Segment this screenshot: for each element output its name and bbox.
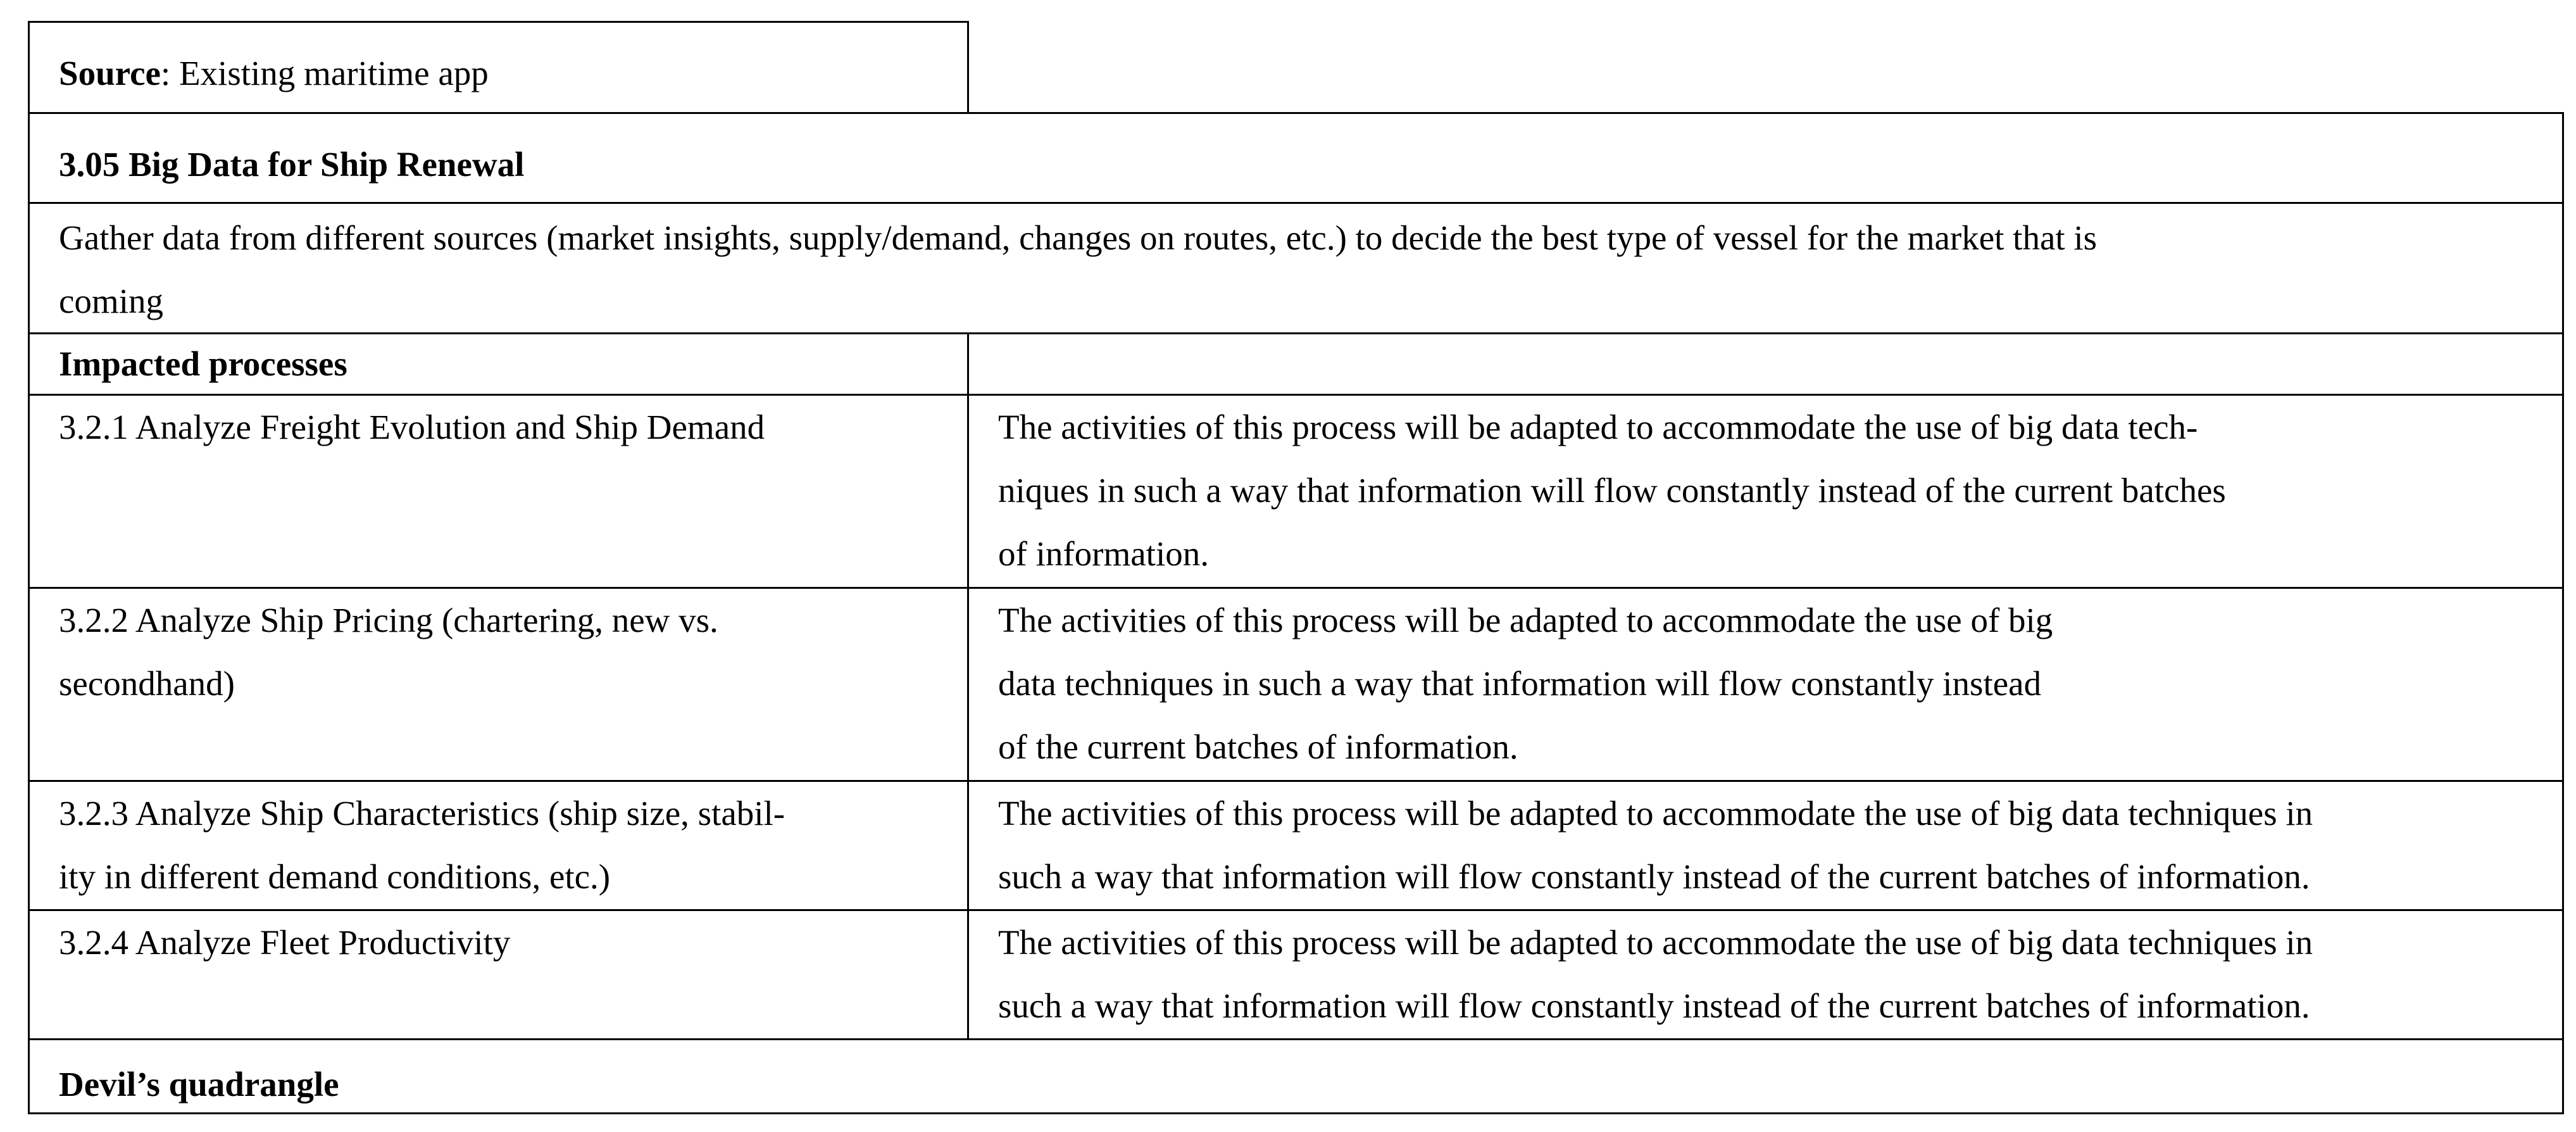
- process-name-2-line-2: secondhand): [59, 664, 235, 703]
- footer-title: Devil’s quadrangle: [59, 1065, 339, 1104]
- process-name-3-line-1: 3.2.3 Analyze Ship Characteristics (ship size, stabil-: [59, 794, 785, 833]
- description-line-1: Gather data from different sources (market insights, supply/demand, changes on routes, etc.) to decide the best type of vessel for the market that is: [59, 218, 2098, 257]
- process-cell-1: [28, 394, 969, 589]
- process-name-1: 3.2.1 Analyze Freight Evolution and Ship Demand: [59, 408, 765, 446]
- impact-cell-3: [967, 780, 2564, 911]
- impact-3-line-1: The activities of this process will be adapted to accommodate the use of big data techniques in: [998, 794, 2313, 833]
- impact-4-line-1: The activities of this process will be adapted to accommodate the use of big data techniques in: [998, 923, 2313, 962]
- description-line-2: coming: [59, 282, 163, 320]
- impact-1-line-3: of information.: [998, 534, 1209, 573]
- process-cell-2: [28, 587, 969, 782]
- impact-cell-4: [967, 909, 2564, 1040]
- process-cell-3: [28, 780, 969, 911]
- impact-2-line-2: data techniques in such a way that information will flow constantly instead: [998, 664, 2042, 703]
- process-name-2-line-1: 3.2.2 Analyze Ship Pricing (chartering, new vs.: [59, 601, 718, 639]
- footer-cell: [28, 1038, 2564, 1114]
- impact-2-line-1: The activities of this process will be adapted to accommodate the use of big: [998, 601, 2053, 639]
- impact-cell-1: [967, 394, 2564, 589]
- source-label: Source: [59, 54, 161, 92]
- source-cell: [28, 21, 969, 114]
- section-title: 3.05 Big Data for Ship Renewal: [59, 145, 525, 184]
- impact-1-line-1: The activities of this process will be adapted to accommodate the use of big data tech-: [998, 408, 2198, 446]
- process-cell-4: [28, 909, 969, 1040]
- impact-cell-2: [967, 587, 2564, 782]
- impact-1-line-2: niques in such a way that information will flow constantly instead of the current batches: [998, 471, 2226, 510]
- impacted-header: Impacted processes: [59, 344, 347, 383]
- section-title-cell: [28, 112, 2564, 204]
- impact-4-line-2: such a way that information will flow constantly instead of the current batches of information.: [998, 986, 2310, 1025]
- description-cell: [28, 202, 2564, 334]
- impacted-header-right-cell: [967, 332, 2564, 396]
- process-name-3-line-2: ity in different demand conditions, etc.): [59, 857, 611, 896]
- impacted-header-cell: [28, 332, 969, 396]
- source-value: : Existing maritime app: [160, 54, 489, 92]
- impact-2-line-3: of the current batches of information.: [998, 727, 1518, 766]
- process-name-4: 3.2.4 Analyze Fleet Productivity: [59, 923, 511, 962]
- impact-3-line-2: such a way that information will flow constantly instead of the current batches of information.: [998, 857, 2310, 896]
